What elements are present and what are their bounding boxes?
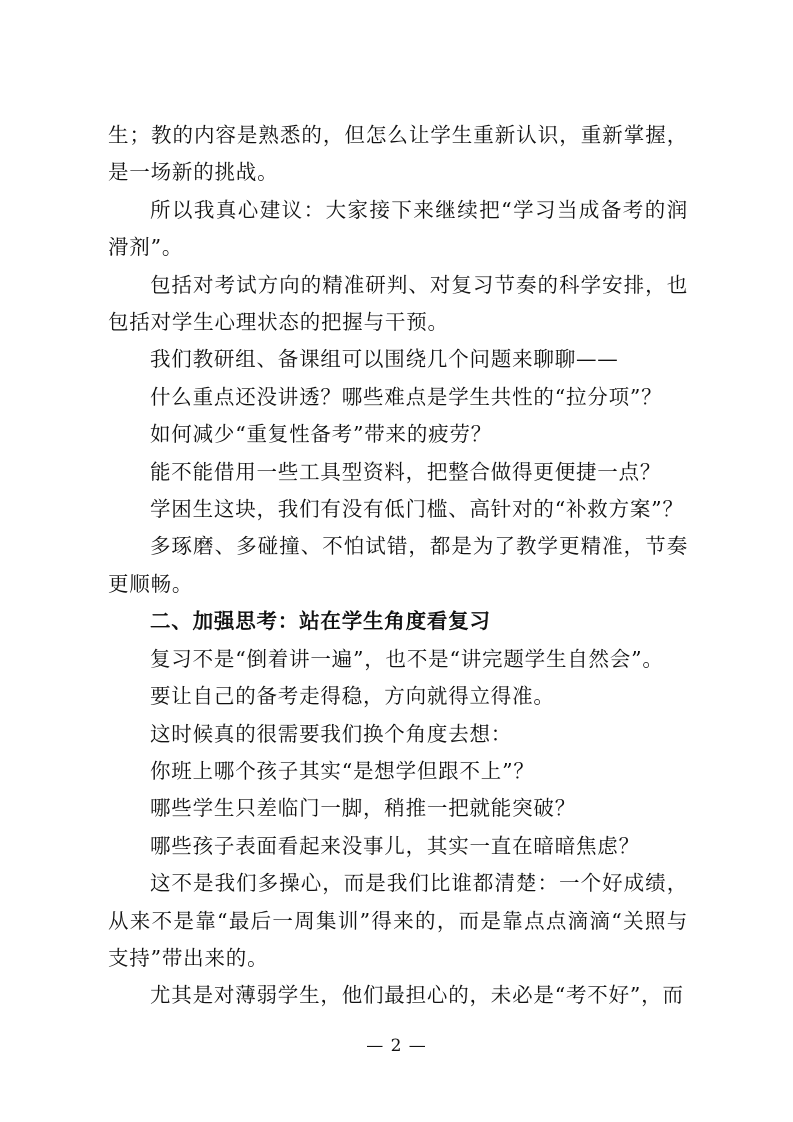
paragraph: 哪些学生只差临门一脚，稍推一把就能突破？	[150, 796, 576, 821]
page-number: — 2 —	[366, 1036, 427, 1056]
paragraph: 你班上哪个孩子其实“是想学但跟不上”？	[150, 758, 535, 783]
paragraph: 生；教的内容是熟悉的，但怎么让学生重新认识，重新掌握，是一场新的挑战。	[108, 123, 688, 185]
paragraph: 这不是我们多操心，而是我们比谁都清楚：一个好成绩，从来不是靠“最后一周集训”得来的，而是靠点点滴滴“关照与支持”带出来的。	[108, 871, 688, 970]
paragraph: 包括对考试方向的精准研判、对复习节奏的科学安排，也包括对学生心理状态的把握与干预。	[108, 272, 688, 335]
paragraph: 这时候真的很需要我们换个角度去想：	[150, 721, 513, 746]
paragraph: 尤其是对薄弱学生，他们最担心的，未必是“考不好”，而	[150, 983, 684, 1008]
paragraph: 学困生这块，我们有没有低门槛、高针对的“补救方案”？	[150, 497, 684, 522]
paragraph: 哪些孩子表面看起来没事儿，其实一直在暗暗焦虑？	[150, 833, 640, 858]
paragraph: 要让自己的备考走得稳，方向就得立得准。	[150, 684, 555, 709]
paragraph: 我们教研组、备课组可以围绕几个问题来聊聊——	[150, 347, 619, 372]
paragraph: 如何减少“重复性备考”带来的疲劳？	[150, 422, 493, 447]
document-body	[108, 117, 688, 1015]
section-heading: 二、加强思考：站在学生角度看复习	[150, 609, 491, 634]
paragraph: 多琢磨、多碰撞、不怕试错，都是为了教学更精准，节奏更顺畅。	[108, 534, 688, 596]
paragraph: 所以我真心建议：大家接下来继续把“学习当成备考的润滑剂”。	[108, 197, 688, 260]
paragraph: 能不能借用一些工具型资料，把整合做得更便捷一点？	[150, 459, 662, 484]
paragraph: 复习不是“倒着讲一遍”，也不是“讲完题学生自然会”。	[150, 646, 664, 671]
paragraph: 什么重点还没讲透？哪些难点是学生共性的“拉分项”？	[150, 384, 663, 409]
